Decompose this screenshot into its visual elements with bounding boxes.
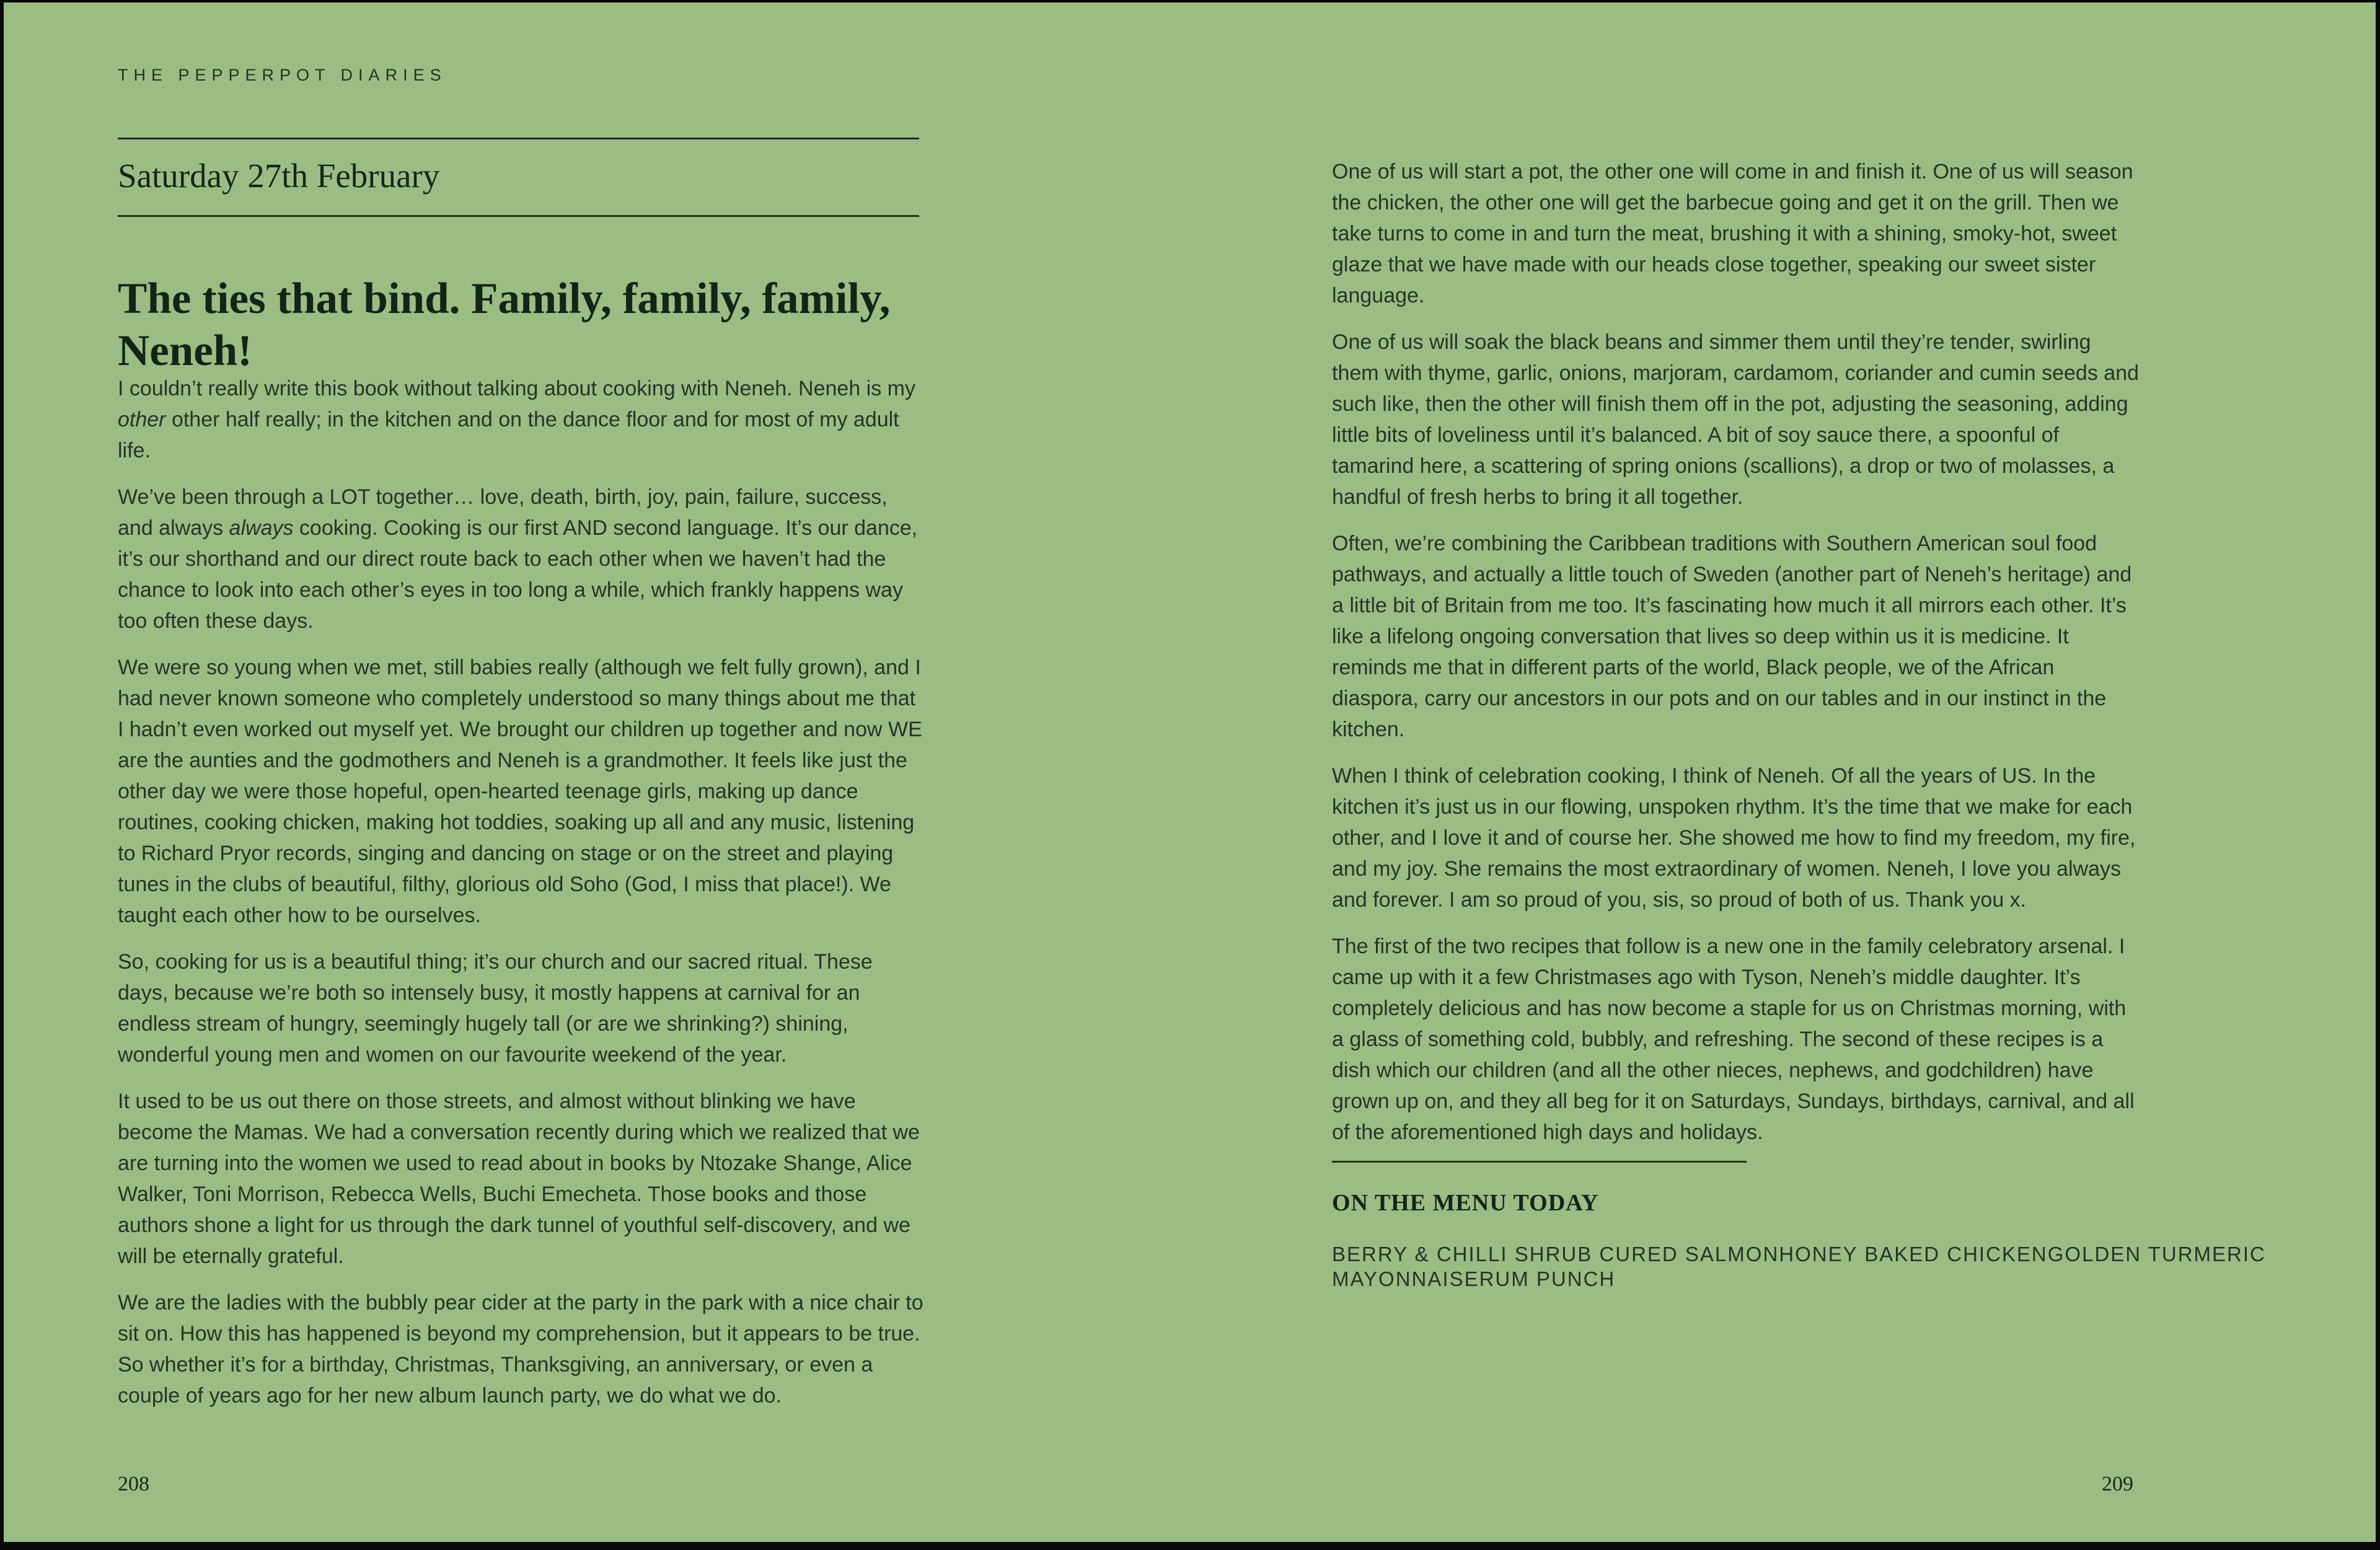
running-head: THE PEPPERPOT DIARIES (118, 66, 447, 84)
chapter-title-line: The ties that bind. Family, family, family, (118, 274, 891, 323)
page-number-right: 209 (2102, 1473, 2133, 1495)
menu-item: HONEY BAKED CHICKEN (1779, 1243, 2048, 1266)
paragraph: We’ve been through a LOT together… love, death, birth, joy, pain, failure, success, and always always cooking. Cooking is our first AND second language. It’s our dance, it’s our shorthand and our direct route back to each other when we haven’t had the chance to look into each other’s eyes in too long a while, which frankly happens way too often these days. (118, 485, 918, 633)
menu-item: GOLDEN TURMERIC MAYONNAISE (1332, 1243, 2266, 1290)
menu-list (1332, 1242, 2376, 1292)
paragraph: We were so young when we met, still babies really (although we felt fully grown), and I had never known someone who completely understood so many things about me that I hadn’t even worked out myself yet. We brought our children up together and now WE are the aunties and the godmothers and Neneh is a grandmother. It feels like just the other day we were those hopeful, open-hearted teenage girls, making up dance routines, cooking chicken, making hot toddies, soaking up all and any music, listening to Richard Pryor records, singing and dancing on stage or on the street and playing tunes in the clubs of beautiful, filthy, glorious old Soho (God, I miss that place!). We taught each other how to be ourselves. (118, 656, 922, 927)
paragraph: One of us will start a pot, the other one will come in and finish it. One of us will season the chicken, the other one will get the barbecue going and get it on the grill. Then we take turns to come in and turn the meat, brushing it with a shining, smoky-hot, sweet glaze that we have made with our heads close together, speaking our sweet sister language. (1332, 160, 2133, 307)
date-heading: Saturday 27th February (118, 157, 440, 195)
paragraph: When I think of celebration cooking, I think of Neneh. Of all the years of US. In the kitchen it’s just us in our flowing, unspoken rhythm. It’s the time that we make for each other, and I love it and of course her. She showed me how to find my freedom, my fire, and my joy. She remains the most extraordinary of women. Neneh, I love you always and forever. I am so proud of you, sis, so proud of both of us. Thank you x. (1332, 764, 2136, 912)
menu-heading: ON THE MENU TODAY (1332, 1190, 1599, 1216)
book-page (4, 2, 2376, 1542)
left-column (118, 373, 925, 1427)
paragraph: So, cooking for us is a beautiful thing; it’s our church and our sacred ritual. These days, because we’re both so intensely busy, it mostly happens at carnival for an endless stream of hungry, seemingly hugely tall (or are we shrinking?) shining, wonderful young men and women on our favourite weekend of the year. (118, 950, 873, 1067)
date-rule-top (118, 138, 919, 139)
date-rule-bottom (118, 215, 919, 217)
right-column (1332, 156, 2139, 1163)
paragraph: We are the ladies with the bubbly pear cider at the party in the park with a nice chair to sit on. How this has happened is beyond my comprehension, but it appears to be true. So whether it’s for a birthday, Christmas, Thanksgiving, an anniversary, or even a couple of years ago for her new album launch party, we do what we do. (118, 1291, 923, 1407)
menu-divider (1332, 1161, 1747, 1163)
paragraph: The first of the two recipes that follow is a new one in the family celebratory arsenal. I came up with it a few Christmases ago with Tyson, Neneh’s middle daughter. It’s completely delicious and has now become a staple for us on Christmas morning, with a glass of something cold, bubbly, and refreshing. The second of these recipes is a dish which our children (and all the other nieces, nephews, and godchildren) have grown up on, and they all beg for it on Saturdays, Sundays, birthdays, carnival, and all of the aforementioned high days and holidays. (1332, 935, 2135, 1144)
chapter-title (118, 273, 948, 377)
menu-item: RUM PUNCH (1479, 1267, 1616, 1290)
chapter-title-line: Neneh! (118, 326, 252, 375)
paragraph: It used to be us out there on those streets, and almost without blinking we have become the Mamas. We had a conversation recently during which we realized that we are turning into the women we used to read about in books by Ntozake Shange, Alice Walker, Toni Morrison, Rebecca Wells, Buchi Emecheta. Those books and those authors shone a light for us through the dark tunnel of youthful self-discovery, and we will be eternally grateful. (118, 1090, 920, 1268)
menu-item: BERRY & CHILLI SHRUB CURED SALMON (1332, 1243, 1779, 1266)
paragraph: One of us will soak the black beans and simmer them until they’re tender, swirling them with thyme, garlic, onions, marjoram, cardamom, coriander and cumin seeds and such like, then the other will finish them off in the pot, adjusting the seasoning, adding little bits of loveliness until it’s balanced. A bit of soy sauce there, a spoonful of tamarind here, a scattering of spring onions (scallions), a drop or two of molasses, a handful of fresh herbs to bring it all together. (1332, 330, 2140, 509)
paragraph: Often, we’re combining the Caribbean traditions with Southern American soul food pathways, and actually a little touch of Sweden (another part of Neneh’s heritage) and a little bit of Britain from me too. It’s fascinating how much it all mirrors each other. It’s like a lifelong ongoing conversation that lives so deep within us it is medicine. It reminds me that in different parts of the world, Black people, we of the African diaspora, carry our ancestors in our pots and on our tables and in our instinct in the kitchen. (1332, 532, 2132, 741)
paragraph: I couldn’t really write this book without talking about cooking with Neneh. Neneh is my other other half really; in the kitchen and on the dance floor and for most of my adult life. (118, 377, 916, 462)
page-number-left: 208 (118, 1473, 149, 1495)
